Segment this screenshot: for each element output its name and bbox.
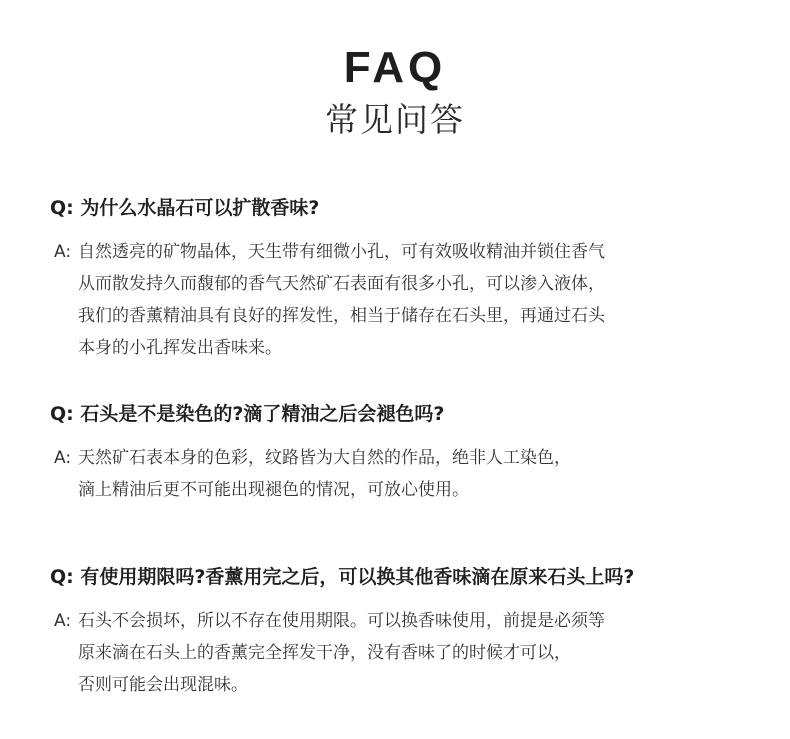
answer-prefix: A: (54, 242, 72, 262)
question-text: 石头是不是染色的?滴了精油之后会褪色吗? (80, 403, 445, 425)
question-text: 有使用期限吗?香薰用完之后，可以换其他香味滴在原来石头上吗? (80, 566, 635, 588)
answer-line: 本身的小孔挥发出香味来。 (78, 338, 282, 358)
faq-answer-3 (54, 605, 734, 701)
answer-prefix: A: (54, 448, 72, 468)
question-prefix: Q: (50, 566, 74, 588)
page-title: FAQ (343, 43, 447, 92)
answer-line: 石头不会损坏，所以不存在使用期限。可以换香味使用，前提是必须等 (78, 611, 605, 631)
page-subtitle: 常见问答 (325, 100, 465, 139)
faq-answer-2 (54, 442, 734, 506)
answer-line: 从而散发持久而馥郁的香气天然矿石表面有很多小孔，可以渗入液体， (78, 274, 605, 294)
answer-line: 我们的香薰精油具有良好的挥发性，相当于储存在石头里，再通过石头 (78, 306, 605, 326)
faq-question-3 (50, 563, 634, 591)
question-prefix: Q: (50, 403, 74, 425)
answer-line: 滴上精油后更不可能出现褪色的情况，可放心使用。 (78, 480, 469, 500)
faq-question-2 (50, 400, 444, 428)
answer-line: 否则可能会出现混味。 (78, 675, 248, 695)
question-prefix: Q: (50, 197, 74, 219)
answer-line: 天然矿石表本身的色彩，纹路皆为大自然的作品，绝非人工染色， (78, 448, 571, 468)
faq-question-1 (50, 194, 319, 222)
faq-answer-1 (54, 236, 734, 364)
answer-line: 自然透亮的矿物晶体，天生带有细微小孔，可有效吸收精油并锁住香气 (78, 242, 605, 262)
question-text: 为什么水晶石可以扩散香味? (80, 197, 320, 219)
answer-prefix: A: (54, 611, 72, 631)
answer-line: 原来滴在石头上的香薰完全挥发干净，没有香味了的时候才可以， (78, 643, 571, 663)
